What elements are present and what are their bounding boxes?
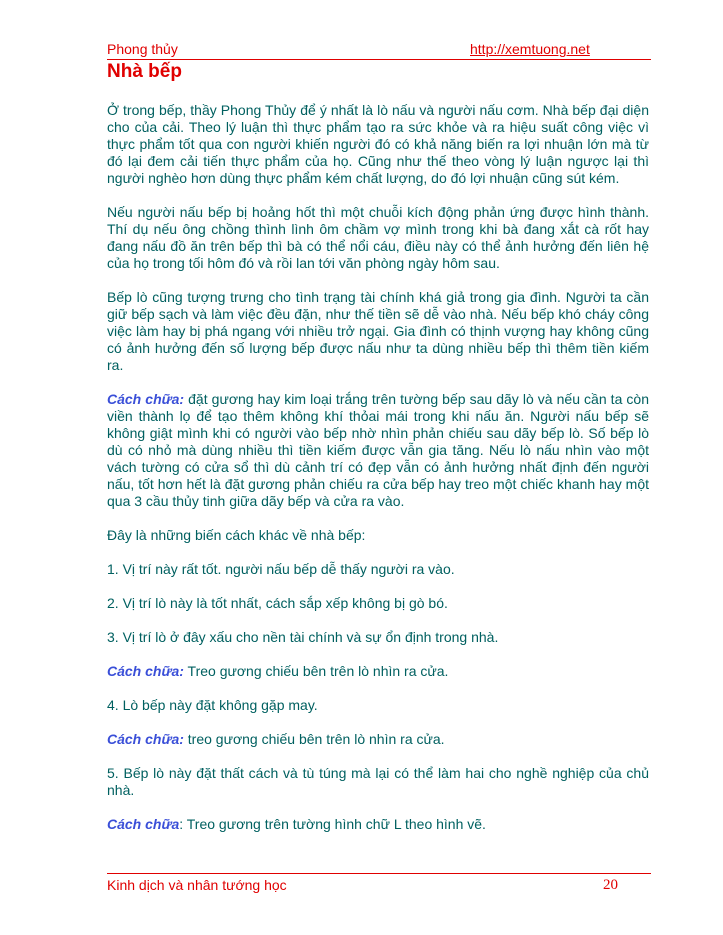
fix-label: Cách chữa: <box>107 663 184 679</box>
paragraph-1: Ở trong bếp, thầy Phong Thủy để ý nhất là lò nấu và người nấu cơm. Nhà bếp đại diện cho của cải. Theo lý luận thì thực phẩm tạo ra sức khỏe và ra hiệu suất công việc vì thực phẩm tốt qua con người khiến người đó có khả năng biến ra lợi nhuận lớn mà từ đó lại đem cải tiến thực phẩm của họ. Cũng như thế theo vòng lý luận ngược lại thì người nghèo hơn dùng thực phẩm kém chất lượng, do đó lợi nhuận cũng sút kém. <box>107 102 649 186</box>
fix-paragraph-3 <box>107 731 649 748</box>
fix-text: đặt gương hay kim loại trắng trên tường bếp sau dãy lò và nếu cần ta còn viền thành lọ để tạo thêm không khí thỏai mái trong khi nấu ăn. Người nấu bếp sẽ không giật mình khi có người vào bếp nhờ nhìn phản chiếu sau dãy bếp lò. Số bếp lò dù có nhỏ mà dùng nhiều thì tiền kiếm được vẫn gia tăng. Nếu lò nấu nhìn vào một vách tường có cửa sổ thì dù cảnh trí có đẹp vẫn có ảnh hưởng nhất định đến người nấu, tốt hơn hết là đặt gương phản chiếu ra cửa bếp hay treo một chiếc khanh hay một qua 3 cầu thủy tinh giữa dãy bếp và cửa ra vào. <box>107 391 649 509</box>
list-item-3: 3. Vị trí lò ở đây xấu cho nền tài chính và sự ổn định trong nhà. <box>107 629 499 645</box>
page-footer <box>107 873 651 894</box>
document-body <box>107 102 649 850</box>
list-item-2: 2. Vị trí lò này là tốt nhất, cách sắp xếp không bị gò bó. <box>107 595 448 611</box>
header-website-link[interactable]: http://xemtuong.net <box>470 41 590 57</box>
fix-paragraph-2 <box>107 663 649 680</box>
fix-label: Cách chữa <box>107 816 180 832</box>
list-item-4: 4. Lò bếp này đặt không gặp may. <box>107 697 318 713</box>
paragraph-3: Bếp lò cũng tượng trưng cho tình trạng tài chính khá giả trong gia đình. Người ta cần giữ bếp sạch và làm việc đều đặn, như thế tiền sẽ dễ vào nhà. Nếu bếp khó cháy công việc làm hay bị phá ngang với nhiều trở ngại. Gia đình có thịnh vượng hay không cũng có ảnh hưởng đến số lượng bếp được nấu như ta dùng nhiều bếp thì thêm tiền kiếm ra. <box>107 289 649 373</box>
footer-book-title: Kinh dịch và nhân tướng học <box>107 877 287 893</box>
list-intro: Đây là những biến cách khác về nhà bếp: <box>107 527 366 543</box>
list-item-5: 5. Bếp lò này đặt thất cách và tù túng mà lại có thể làm hai cho nghề nghiệp của chủ nhà. <box>107 765 649 798</box>
page-title: Nhà bếp <box>107 61 182 82</box>
fix-paragraph-1 <box>107 391 649 510</box>
list-item-1: 1. Vị trí này rất tốt. người nấu bếp dễ thấy người ra vào. <box>107 561 455 577</box>
fix-paragraph-4 <box>107 816 649 833</box>
fix-text: : Treo gương trên tường hình chữ L theo hình vẽ. <box>179 816 486 832</box>
fix-label: Cách chữa: <box>107 731 184 747</box>
fix-text: Treo gương chiếu bên trên lò nhìn ra cửa. <box>183 663 449 679</box>
fix-label: Cách chữa: <box>107 391 185 407</box>
fix-text: treo gương chiếu bên trên lò nhìn ra cửa. <box>183 731 445 747</box>
page-header <box>107 41 651 60</box>
header-section-title: Phong thủy <box>107 41 178 57</box>
paragraph-2: Nếu người nấu bếp bị hoảng hốt thì một chuỗi kích động phản ứng được hình thành. Thí dụ nếu ông chồng thình lình ôm chầm vợ mình trong khi bà đang xắt cà rốt hay đang nấu đồ ăn trên bếp thì bà có thể nổi cáu, điều này có thể ảnh hưởng đến liên hệ của họ trong tối hôm đó và rồi lan tới văn phòng ngày hôm sau. <box>107 204 649 271</box>
page-number: 20 <box>603 877 618 893</box>
